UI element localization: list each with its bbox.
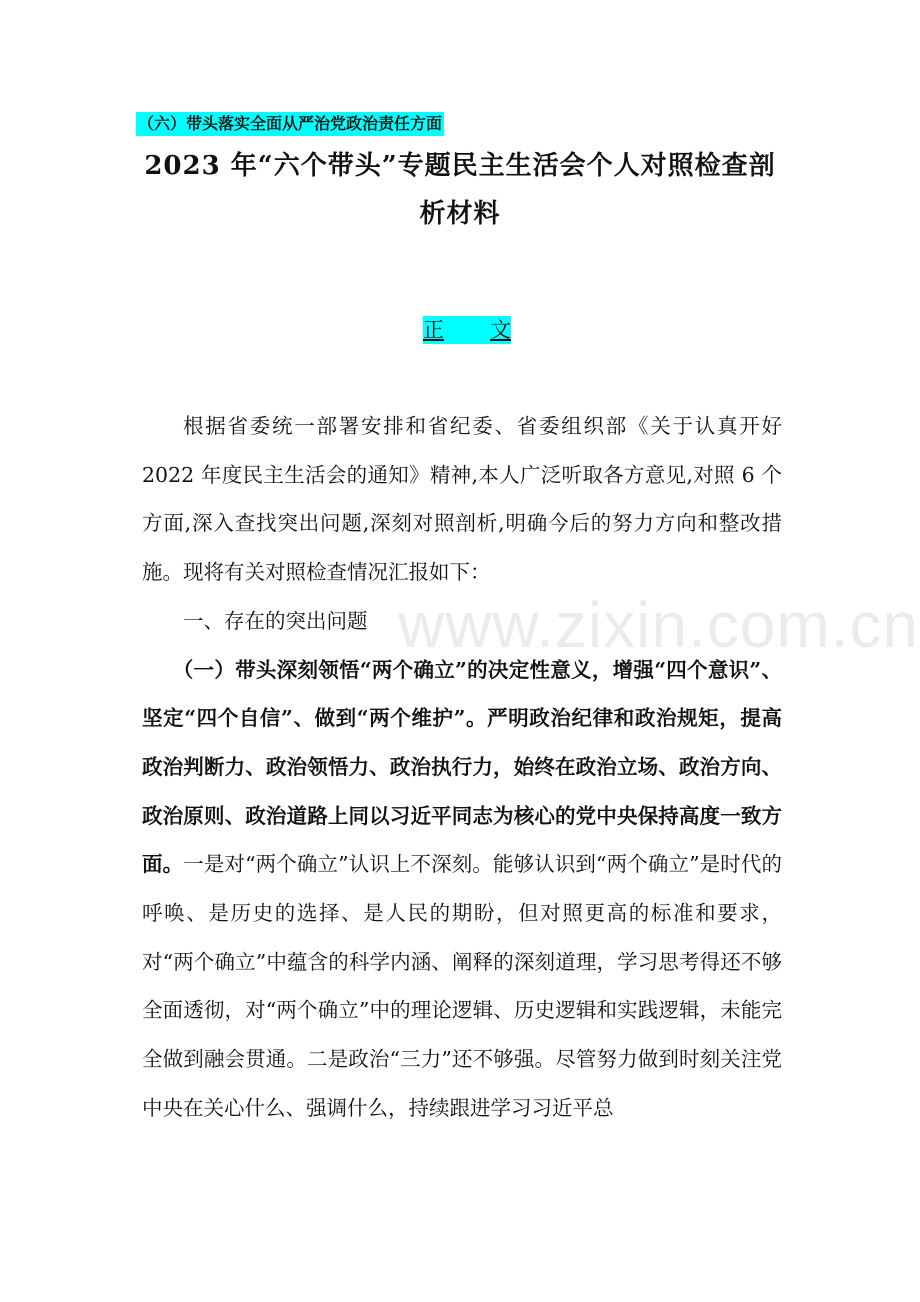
document-title: 2023 年“六个带头”专题民主生活会个人对照检查剖析材料 — [144, 151, 776, 229]
body-content — [142, 402, 782, 1133]
intro-paragraph: 根据省委统一部署安排和省纪委、省委组织部《关于认真开好 2022 年度民主生活会的通知》精神,本人广泛听取各方意见,对照 6 个方面,深入查找突出问题,深刻对照剖析,明确今后的努力方向和整改措施。现将有关对照检查情况汇报如下： — [142, 414, 782, 585]
item-one-text: 一是对“两个确立”认识上不深刻。能够认识到“两个确立”是时代的呼唤、是历史的选择、是人民的期盼，但对照更高的标准和要求，对“两个确立”中蕴含的科学内涵、阐释的深刻道理，学习思考得还不够全面透彻，对“两个确立”中的理论逻辑、历史逻辑和实践逻辑，未能完全做到融会贯通。二是政治“三力”还不够强。尽管努力做到时刻关注党中央在关心什么、强调什么，持续跟进学习习近平总 — [142, 852, 783, 1120]
section-label — [423, 316, 511, 344]
section-label-right: 文 — [490, 318, 511, 342]
heading-issues: 一、存在的突出问题 — [183, 608, 368, 633]
section-label-left: 正 — [423, 318, 444, 342]
item-one-paragraph — [142, 646, 782, 1133]
watermark: www.zixin.com.cn — [398, 589, 919, 661]
section-tag: （六）带头落实全面从严治党政治责任方面 — [136, 112, 444, 136]
item-one-heading: （一）带头深刻领悟“两个确立”的决定性意义，增强“四个意识”、坚定“四个自信”、做到“两个维护”。严明政治纪律和政治规矩，提高政治判断力、政治领悟力、政治执行力，始终在政治立场、政治方向、政治原则、政治道路上同以习近平同志为核心的党中央保持高度一致方面。 — [142, 657, 782, 877]
